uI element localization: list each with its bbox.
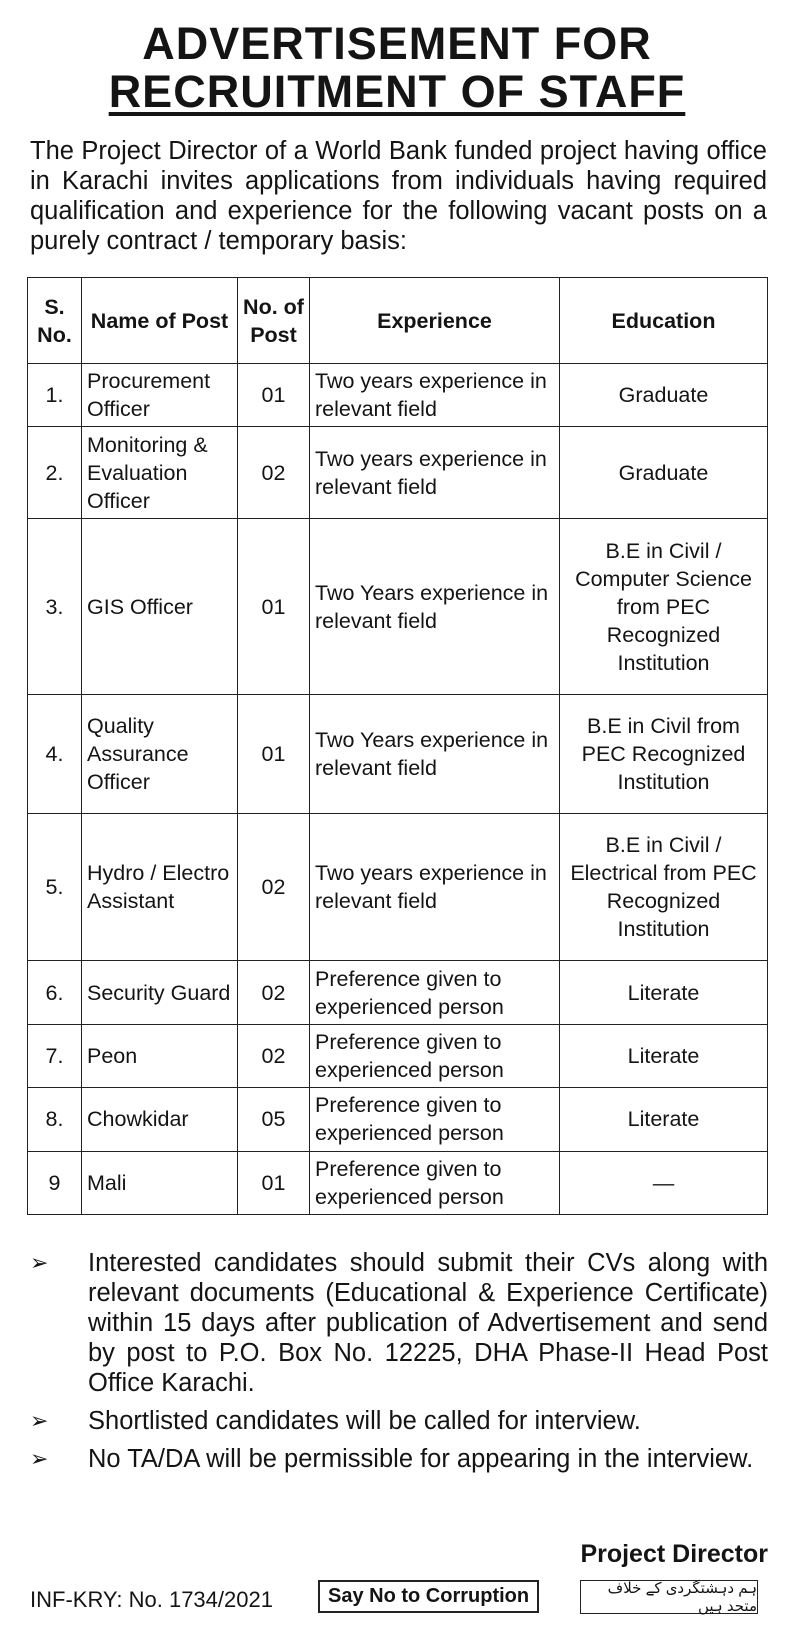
cell-post-count: 01 [238,364,310,427]
cell-education: Graduate [560,427,768,519]
cell-sno: 5. [28,814,82,961]
heading-line-1: ADVERTISEMENT FOR [142,18,652,69]
cell-experience: Two years experience in relevant field [310,427,560,519]
cell-post-name: Chowkidar [82,1088,238,1151]
cell-post-name: Quality Assurance Officer [82,695,238,814]
urdu-slogan: ہم دہشتگردی کے خلاف متحد ہیں [580,1580,758,1614]
cell-education: B.E in Civil / Computer Science from PEC Recognized Institution [560,519,768,695]
advertisement-reference: INF-KRY: No. 1734/2021 [30,1587,273,1612]
anti-corruption-slogan: Say No to Corruption [318,1580,539,1613]
cell-education: B.E in Civil from PEC Recognized Institution [560,695,768,814]
cell-education: Literate [560,1088,768,1151]
cell-sno: 2. [28,427,82,519]
vacancies-table [27,277,768,1215]
signatory-title: Project Director [580,1540,768,1568]
list-item [30,1444,768,1474]
cell-post-name: Security Guard [82,961,238,1024]
cell-sno: 1. [28,364,82,427]
instruction-text: Interested candidates should submit their CVs along with relevant documents (Educational & Experience Certificate) within 15 days after publication of Advertisement and send by post to P.O. Box No. 12225, DHA Phase-II Head Post Office Karachi. [88,1249,768,1397]
cell-education: Literate [560,961,768,1024]
table-row [28,1088,768,1151]
table-row [28,1024,768,1087]
cell-sno: 6. [28,961,82,1024]
header-experience: Experience [310,278,560,364]
table-row [28,695,768,814]
cell-post-count: 02 [238,961,310,1024]
cell-post-count: 01 [238,1151,310,1214]
table-row [28,814,768,961]
cell-experience: Preference given to experienced person [310,1024,560,1087]
cell-education: B.E in Civil / Electrical from PEC Recognized Institution [560,814,768,961]
cell-post-count: 01 [238,519,310,695]
table-row [28,519,768,695]
cell-experience: Preference given to experienced person [310,961,560,1024]
arrow-bullet-icon: ➢ [30,1446,49,1471]
table-row [28,1151,768,1214]
header-education: Education [560,278,768,364]
cell-experience: Preference given to experienced person [310,1151,560,1214]
cell-post-name: Peon [82,1024,238,1087]
cell-experience: Two Years experience in relevant field [310,695,560,814]
cell-post-count: 02 [238,427,310,519]
cell-experience: Two Years experience in relevant field [310,519,560,695]
cell-post-name: Monitoring & Evaluation Officer [82,427,238,519]
list-item [30,1248,768,1398]
cell-sno: 3. [28,519,82,695]
intro-paragraph: The Project Director of a World Bank funded project having office in Karachi invites applications from individuals having required qualification and experience for the following vacant posts on a purely contract / temporary basis: [30,137,767,255]
cell-post-name: GIS Officer [82,519,238,695]
table-header-row [28,278,768,364]
cell-experience: Two years experience in relevant field [310,364,560,427]
table-row [28,961,768,1024]
arrow-bullet-icon: ➢ [30,1250,49,1275]
cell-experience: Two years experience in relevant field [310,814,560,961]
cell-sno: 9 [28,1151,82,1214]
instruction-text: No TA/DA will be permissible for appearing in the interview. [88,1445,754,1473]
cell-post-name: Procurement Officer [82,364,238,427]
cell-post-count: 01 [238,695,310,814]
cell-post-count: 02 [238,814,310,961]
advertisement-heading [0,20,794,116]
instructions-list [30,1248,768,1482]
header-sno: S. No. [28,278,82,364]
cell-experience: Preference given to experienced person [310,1088,560,1151]
header-post-name: Name of Post [82,278,238,364]
header-post-count: No. of Post [238,278,310,364]
cell-education: — [560,1151,768,1214]
cell-post-count: 02 [238,1024,310,1087]
list-item [30,1406,768,1436]
cell-sno: 8. [28,1088,82,1151]
heading-line-2: RECRUITMENT OF STAFF [108,66,686,117]
cell-sno: 7. [28,1024,82,1087]
table-row [28,427,768,519]
table-row [28,364,768,427]
cell-education: Graduate [560,364,768,427]
cell-education: Literate [560,1024,768,1087]
cell-post-name: Hydro / Electro Assistant [82,814,238,961]
cell-post-count: 05 [238,1088,310,1151]
cell-post-name: Mali [82,1151,238,1214]
cell-sno: 4. [28,695,82,814]
instruction-text: Shortlisted candidates will be called for interview. [88,1407,641,1435]
arrow-bullet-icon: ➢ [30,1408,49,1433]
